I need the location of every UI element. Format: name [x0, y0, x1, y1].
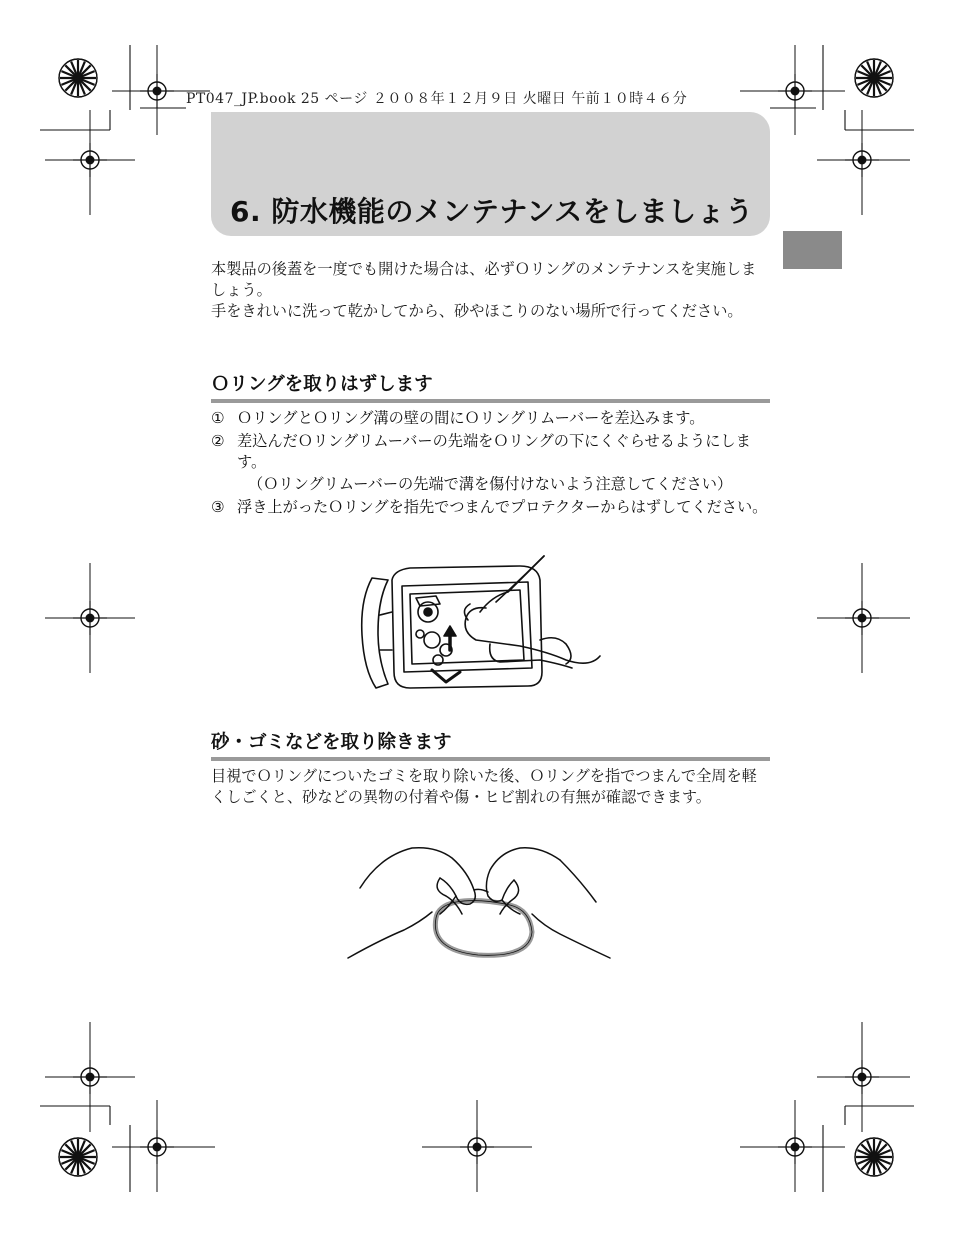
registration-mark-icon [740, 1100, 845, 1192]
step-number: ① [211, 409, 225, 427]
registration-mark-icon [422, 1100, 532, 1192]
registration-mark-icon [45, 1022, 135, 1132]
registration-mark-icon [817, 110, 910, 215]
chapter-thumb-tab [783, 231, 842, 269]
star-target-icon [855, 1138, 893, 1176]
registration-mark-icon [112, 1100, 215, 1192]
step-text: 浮き上がったＯリングを指先でつまんでプロテクターからはずしてください。 [237, 498, 768, 516]
registration-mark-icon [817, 1022, 910, 1132]
oring-removal-illustration [362, 556, 600, 688]
registration-mark-icon [45, 563, 135, 673]
step-text: 差込んだＯリングリムーバーの先端をＯリングの下にくぐらせるようにします。 [237, 432, 751, 471]
caution-note: （Ｏリングリムーバーの先端で溝を傷付けないよう注意してください） [248, 475, 733, 493]
step-number: ② [211, 432, 225, 450]
star-target-icon [59, 59, 97, 97]
star-target-icon [59, 1138, 97, 1176]
intro-paragraph-2: 手をきれいに洗って乾かしてから、砂やほこりのない場所で行ってください。 [211, 302, 743, 320]
chapter-title: 6. 防水機能のメンテナンスをしましょう [230, 195, 754, 228]
section-heading-remove-oring: Ｏリングを取りはずします [211, 370, 770, 403]
step-number: ③ [211, 498, 225, 516]
step-item [211, 497, 771, 518]
step-text: ＯリングとＯリング溝の壁の間にＯリングリムーバーを差込みます。 [237, 409, 705, 427]
print-header: PT047_JP.book 25 ページ ２００８年１２月９日 火曜日 午前１０時４６分 [186, 91, 688, 107]
section-heading-remove-debris: 砂・ゴミなどを取り除きます [211, 728, 770, 761]
oring-inspection-illustration [348, 848, 610, 958]
star-target-icon [855, 59, 893, 97]
registration-mark-icon [817, 563, 910, 673]
debris-paragraph: 目視でＯリングについたゴミを取り除いた後、Ｏリングを指でつまんで全周を軽くしごくと、砂などの異物の付着や傷・ヒビ割れの有無が確認できます。 [211, 767, 757, 806]
intro-paragraph-1: 本製品の後蓋を一度でも開けた場合は、必ずＯリングのメンテナンスを実施しましょう。 [211, 260, 757, 299]
intro-text [211, 259, 771, 322]
step-item [211, 431, 771, 473]
registration-mark-icon [45, 110, 135, 215]
debris-text [211, 766, 771, 808]
step-item [211, 408, 771, 429]
